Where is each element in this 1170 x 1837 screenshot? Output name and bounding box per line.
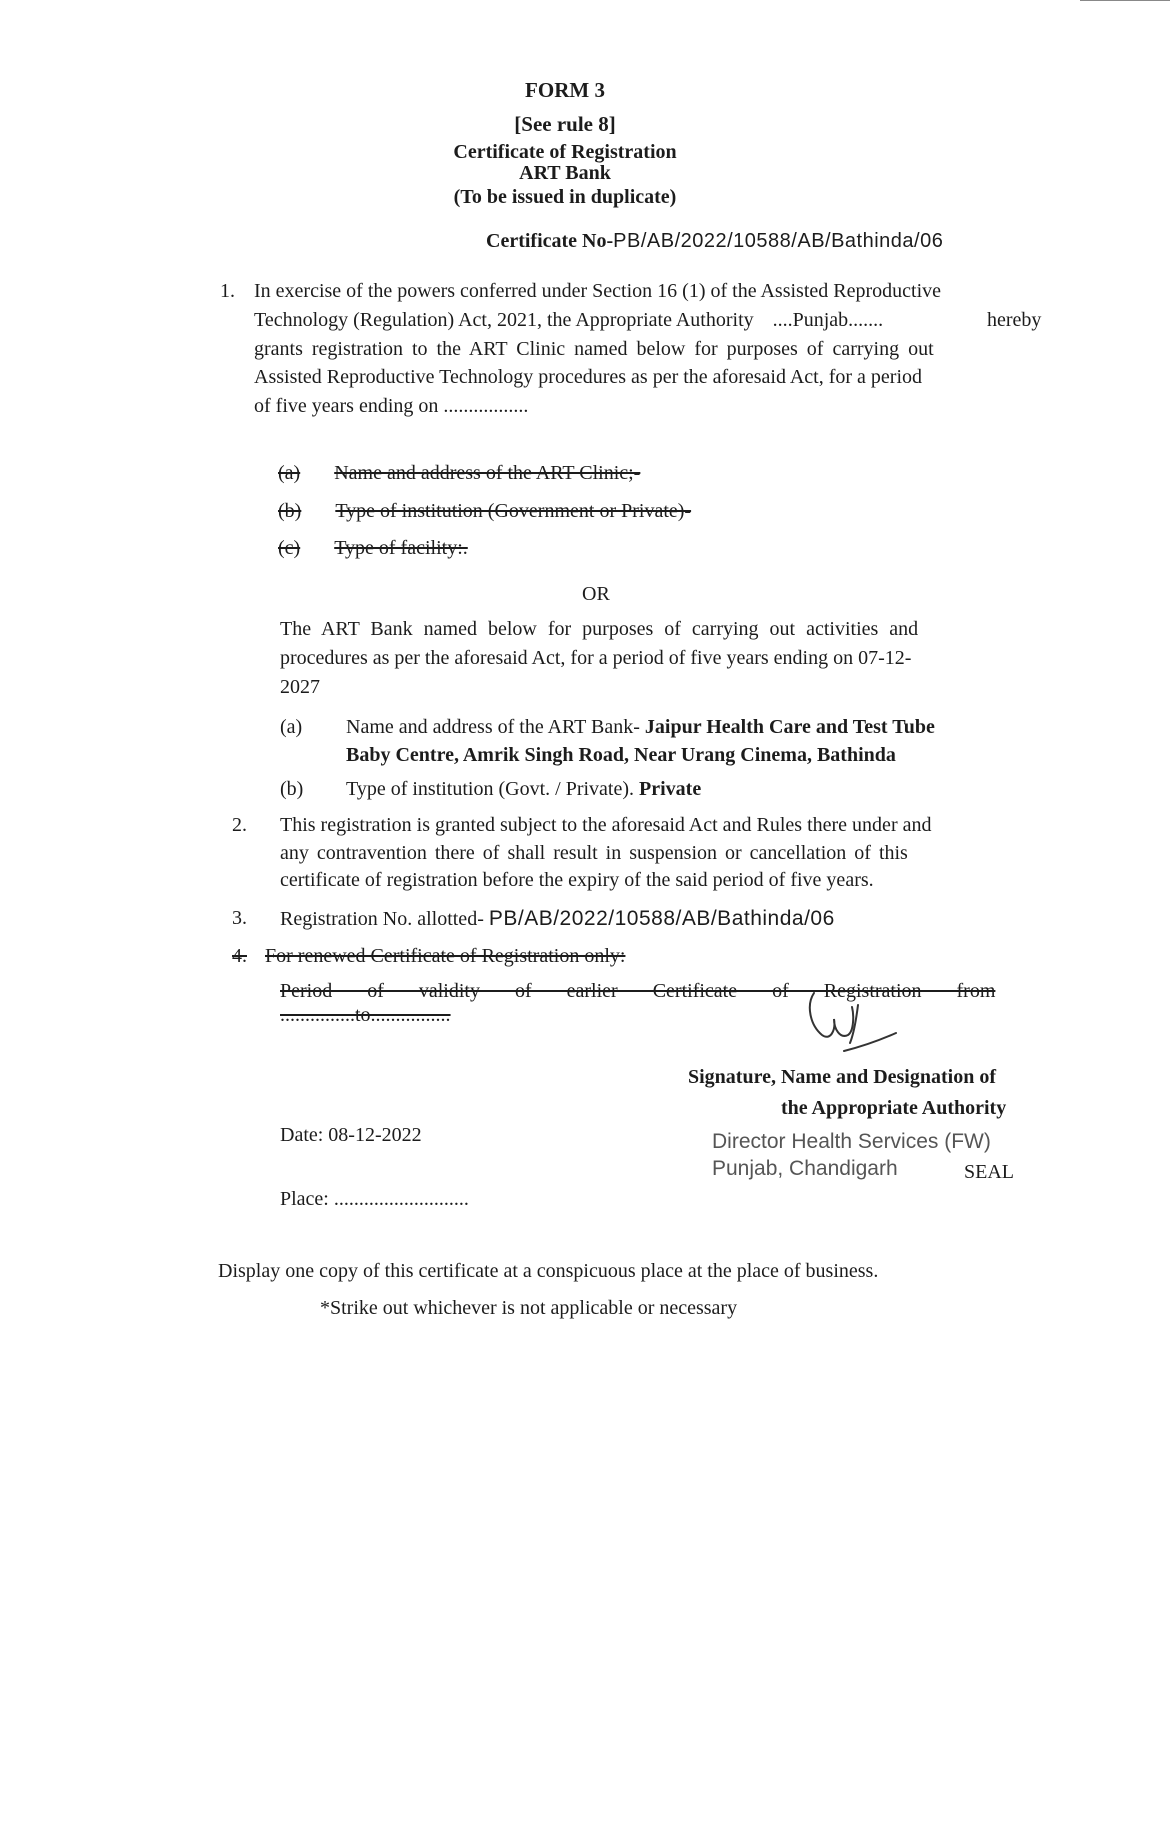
item-1-line-2: Technology (Regulation) Act, 2021, the Appropriate Authority ....Punjab....... [254, 309, 884, 331]
document-title: Certificate of Registration [453, 141, 677, 163]
item-4-line-2: ...............to................ [280, 1004, 451, 1026]
certificate-number-label: Certificate No- [486, 230, 614, 252]
issue-date: Date: 08-12-2022 [280, 1124, 422, 1146]
item-1-hereby: hereby [987, 309, 1042, 331]
item-3-line: Registration No. allotted- PB/AB/2022/10588/AB/Bathinda/06 [280, 907, 835, 930]
bank-a-label: (a) [280, 716, 303, 738]
registration-number: PB/AB/2022/10588/AB/Bathinda/06 [488, 907, 835, 930]
item-4-line-1: Period of validity of earlier Certificate of Registration from [280, 980, 996, 1002]
bank-name: Jaipur Health Care and Test Tube [644, 716, 935, 738]
bank-line-1: The ART Bank named below for purposes of carrying out activities and [280, 618, 919, 640]
item-1-line-3: grants registration to the ART Clinic named below for purposes of carrying out [254, 338, 934, 360]
bank-address: Baby Centre, Amrik Singh Road, Near Urang Cinema, Bathinda [346, 744, 896, 766]
clinic-b: (b) Type of institution (Government or Private)- [278, 500, 692, 522]
item-3-number: 3. [232, 907, 247, 929]
bank-line-2: procedures as per the aforesaid Act, for a period of five years ending on 07-12- [280, 647, 912, 669]
seal-label: SEAL [964, 1161, 1014, 1183]
item-2-line-1: This registration is granted subject to the aforesaid Act and Rules there under and [280, 814, 932, 836]
scan-edge-line [1080, 0, 1170, 1]
bank-line-3: 2027 [280, 676, 320, 698]
item-1-line-5: of five years ending on ................. [254, 395, 529, 417]
bank-b-label: (b) [280, 778, 304, 800]
item-2-line-2: any contravention there of shall result in suspension or cancellation of this [280, 842, 908, 864]
item-4-title: 4. For renewed Certificate of Registration only: [232, 945, 626, 967]
signature-line-2: the Appropriate Authority [781, 1097, 1007, 1119]
institution-type: Private [639, 778, 702, 800]
item-1-line-1: In exercise of the powers conferred under Section 16 (1) of the Assisted Reproductive [254, 280, 942, 302]
rule-reference: [See rule 8] [514, 112, 616, 136]
clinic-a: (a) Name and address of the ART Clinic;- [278, 462, 641, 484]
form-number: FORM 3 [525, 78, 605, 102]
item-2-line-3: certificate of registration before the expiry of the said period of five years. [280, 869, 874, 891]
clinic-c: (c) Type of facility:. [278, 537, 468, 559]
certificate-number [486, 230, 943, 253]
issue-note: (To be issued in duplicate) [453, 186, 677, 208]
appropriate-authority-name: ....Punjab....... [772, 309, 884, 331]
document-subtitle: ART Bank [519, 162, 611, 184]
signature-line-1: Signature, Name and Designation of [688, 1066, 996, 1088]
certificate-number-value: PB/AB/2022/10588/AB/Bathinda/06 [613, 230, 944, 252]
display-note: Display one copy of this certificate at a conspicuous place at the place of business. [218, 1260, 879, 1282]
office-stamp-line-1: Director Health Services (FW) [712, 1130, 991, 1153]
bank-a-line-1: Name and address of the ART Bank- Jaipur Health Care and Test Tube [346, 716, 935, 738]
bank-b-line: Type of institution (Govt. / Private). Private [346, 778, 702, 800]
item-2-number: 2. [232, 814, 247, 836]
office-stamp-line-2: Punjab, Chandigarh [712, 1157, 898, 1180]
issue-place: Place: ........................... [280, 1188, 469, 1210]
item-1-line-4: Assisted Reproductive Technology procedures as per the aforesaid Act, for a period [254, 366, 923, 388]
item-1-number: 1. [220, 280, 235, 302]
strike-note: *Strike out whichever is not applicable or necessary [320, 1297, 738, 1319]
or-separator: OR [582, 583, 610, 605]
signature-scribble-icon [800, 985, 910, 1057]
